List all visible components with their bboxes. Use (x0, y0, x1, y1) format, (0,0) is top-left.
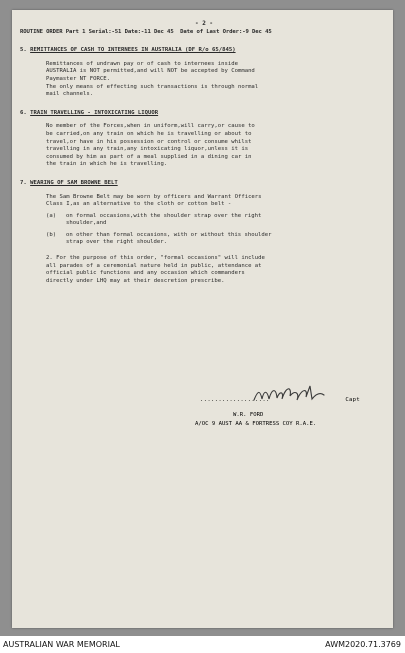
section-heading-5 (20, 47, 388, 55)
signature-line (200, 397, 360, 403)
section-title: REMITTANCES OF CASH TO INTERNEES IN AUSTRALIA (DF R/o 65/845) (30, 47, 236, 54)
list-item-text: on formal occasions,with the shoulder strap over the right shoulder,and (66, 212, 262, 227)
section-paragraph: No member of the Forces,when in uniform,will carry,or cause to be carried,on any train on which he is travelling or about to travel,or have in his possession or control or consume whilst travelling in any train,any intoxicating liquor,unless it is consumed by him as part of a meal supplied in a dining car in the train in which he is travelling. (46, 123, 255, 168)
signature-dots: ................... (200, 397, 270, 403)
section-number: 6. (20, 109, 27, 116)
section-intro: The Sam Browne Belt may be worn by officers and Warrant Officers Class I,as an alternative to the cloth or cotton belt - (46, 193, 262, 208)
section-number: 5. (20, 47, 27, 54)
section-note: 2. For the purpose of this order, "formal occasions" will include all parades of a ceremonial nature held in public, attendance at official public functions and any occasion which commanders directly under LHQ may at their descretion prescribe. (46, 255, 265, 284)
section-heading-6 (20, 110, 388, 118)
list-item (46, 232, 376, 247)
section-paragraph: Remittances of undrawn pay or of cash to internees inside AUSTRALIA is NOT permitted,and will NOT be accepted by Command Paymaster NT FORCE. The only means of effecting such transactions is through normal mail channels. (46, 60, 259, 98)
archive-footer (0, 636, 405, 653)
list-item-label: (b) (46, 231, 57, 238)
handwritten-signature (240, 382, 350, 408)
section-title: WEARING OF SAM BROWNE BELT (30, 179, 118, 186)
order-header: ROUTINE ORDER Part 1 Serial:-51 Date:-11 Dec 45 Date of Last Order:-9 Dec 45 (20, 28, 272, 35)
list-item-text: on other than formal occasions, with or without this shoulder strap over the right shoulder. (66, 231, 272, 246)
section-number: 7. (20, 179, 27, 186)
section-heading-7 (20, 180, 388, 188)
list-item (46, 213, 376, 228)
page-number: - 2 - (194, 20, 214, 27)
archive-reference: AWM2020.71.3769 (325, 640, 401, 649)
signatory-name: W.R. FORD (233, 412, 264, 418)
archive-name: AUSTRALIAN WAR MEMORIAL (3, 640, 120, 649)
list-item-label: (a) (46, 212, 57, 219)
section-title: TRAIN TRAVELLING - INTOXICATING LIQUOR (30, 109, 159, 116)
signatory-rank: Capt (345, 397, 360, 403)
document-body (20, 20, 388, 285)
signatory-appointment: A/OC 9 AUST AA & FORTRESS COY R.A.E. (195, 421, 317, 427)
